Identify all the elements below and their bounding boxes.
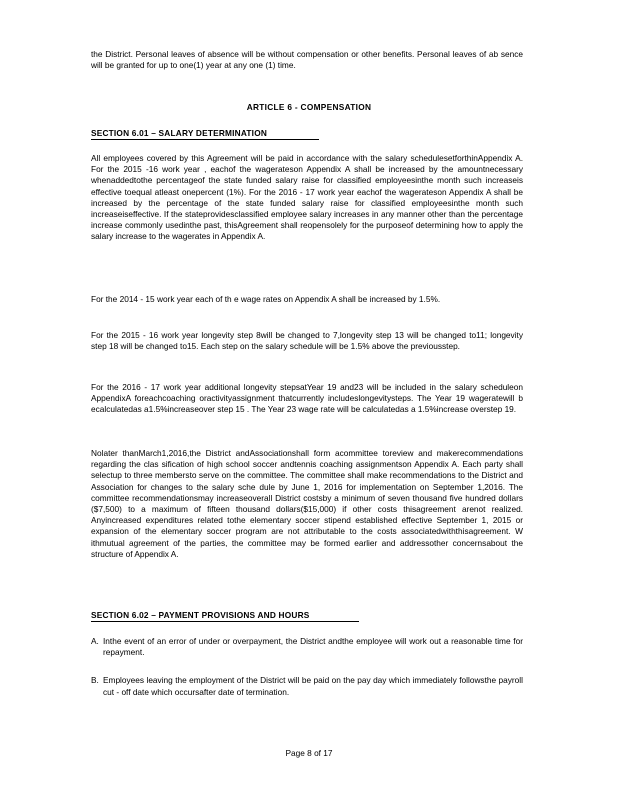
paragraph-text: For the 2014 - 15 work year each of th e wage rates on Appendix A shall be increased by 1.5%. bbox=[91, 294, 441, 304]
section-6-01-para-4 bbox=[91, 382, 523, 416]
paragraph-text: Nolater thanMarch1,2016,the District andAssociationshall form acommittee toreview and makerecommendations regarding the clas sification of high school soccer andtennis coaching assignmentson Appendix A. Each party shall selectup to three membersto serve on the committee. The committee shall make recommendations to the District and Association for changes to the salary sche dule by June 1, 2016 for implementation on September 1,2016. The committee recommendationsmay increaseoverall District costsby a minimum of seven thousand five hundred dollars ($7,500) to a maximum of fifteen thousand dollars($15,000) if other costs thisagreement arenot realized. Anyincreased expenditures related tothe elementary soccer stipend established effective September 1, 2015 or expansion of the elementary soccer program are not attributable to the costs associatedwiththisagreement. W ithmutual agreement of the parties, the committee may be formed earlier and addressother concernsabout the structure of Appendix A. bbox=[91, 448, 523, 559]
list-marker: A. bbox=[91, 636, 99, 646]
section-6-01-para-1 bbox=[91, 153, 523, 243]
list-marker: B. bbox=[91, 675, 99, 686]
page-number: Page 8 of 17 bbox=[285, 748, 333, 758]
section-6-01-para-3 bbox=[91, 330, 523, 352]
paragraph-text: All employees covered by this Agreement will be paid in accordance with the salary schedulesetforthinAppendix A. For the 2015 -16 work year , eachof the wagerateson Appendix A shall be increased by the amountnecessary whenaddedtothe percentageof the state funded salary raise for classified employeesinthe month such increaseis effective toequal atleast onepercent (1%). For the 2016 - 17 work year eachof the wagerateson Appendix A shall be increased by the percentage of the state funded salary raise for classified employeesinthe month such increaseiseffective. If the stateprovidesclassified employee salary increases in any manner other than the percentage increase commonly usedinthe past, thisAgreement shall reopensolely for the purposeof determining how to apply the salary increase to the wagerates in Appendix A. bbox=[91, 153, 523, 242]
list-item bbox=[91, 636, 523, 658]
list-item-text: Inthe event of an error of under or overpayment, the District andthe employee will work out a reasonable time for repayment. bbox=[103, 636, 523, 658]
section-6-01-para-2 bbox=[91, 294, 523, 305]
section-6-02-list bbox=[91, 636, 523, 698]
paragraph-text: For the 2016 - 17 work year additional longevity stepsatYear 19 and23 will be included in the salary scheduleon AppendixA foreachcoaching oractivityassignment thatcurrently includeslongevitysteps. The Year 19 wageratewill b ecalculatedas a1.5%increaseover step 15 . The Year 23 wage rate will be calculatedas a 1.5%increase overstep 19. bbox=[91, 382, 523, 415]
intro-paragraph bbox=[91, 49, 523, 71]
paragraph-text: For the 2015 - 16 work year longevity step 8will be changed to 7,longevity step 13 will be changed to11; longevity step 18 will be changed to15. Each step on the salary schedule will be 1.5% above the previousstep. bbox=[91, 330, 523, 352]
section-6-02-heading: SECTION 6.02 – PAYMENT PROVISIONS AND HOURS bbox=[91, 610, 359, 622]
article-heading: ARTICLE 6 - COMPENSATION bbox=[246, 102, 372, 112]
section-6-01-para-5 bbox=[91, 448, 523, 560]
intro-text: the District. Personal leaves of absence will be without compensation or other benefits. Personal leaves of ab sence will be granted for up to one(1) year at any one (1) time. bbox=[91, 49, 523, 71]
section-6-01-heading: SECTION 6.01 – SALARY DETERMINATION bbox=[91, 128, 319, 140]
list-item bbox=[91, 675, 523, 697]
list-item-text: Employees leaving the employment of the District will be paid on the pay day which immediately followsthe payroll cut - off date which occursafter date of termination. bbox=[103, 675, 523, 697]
